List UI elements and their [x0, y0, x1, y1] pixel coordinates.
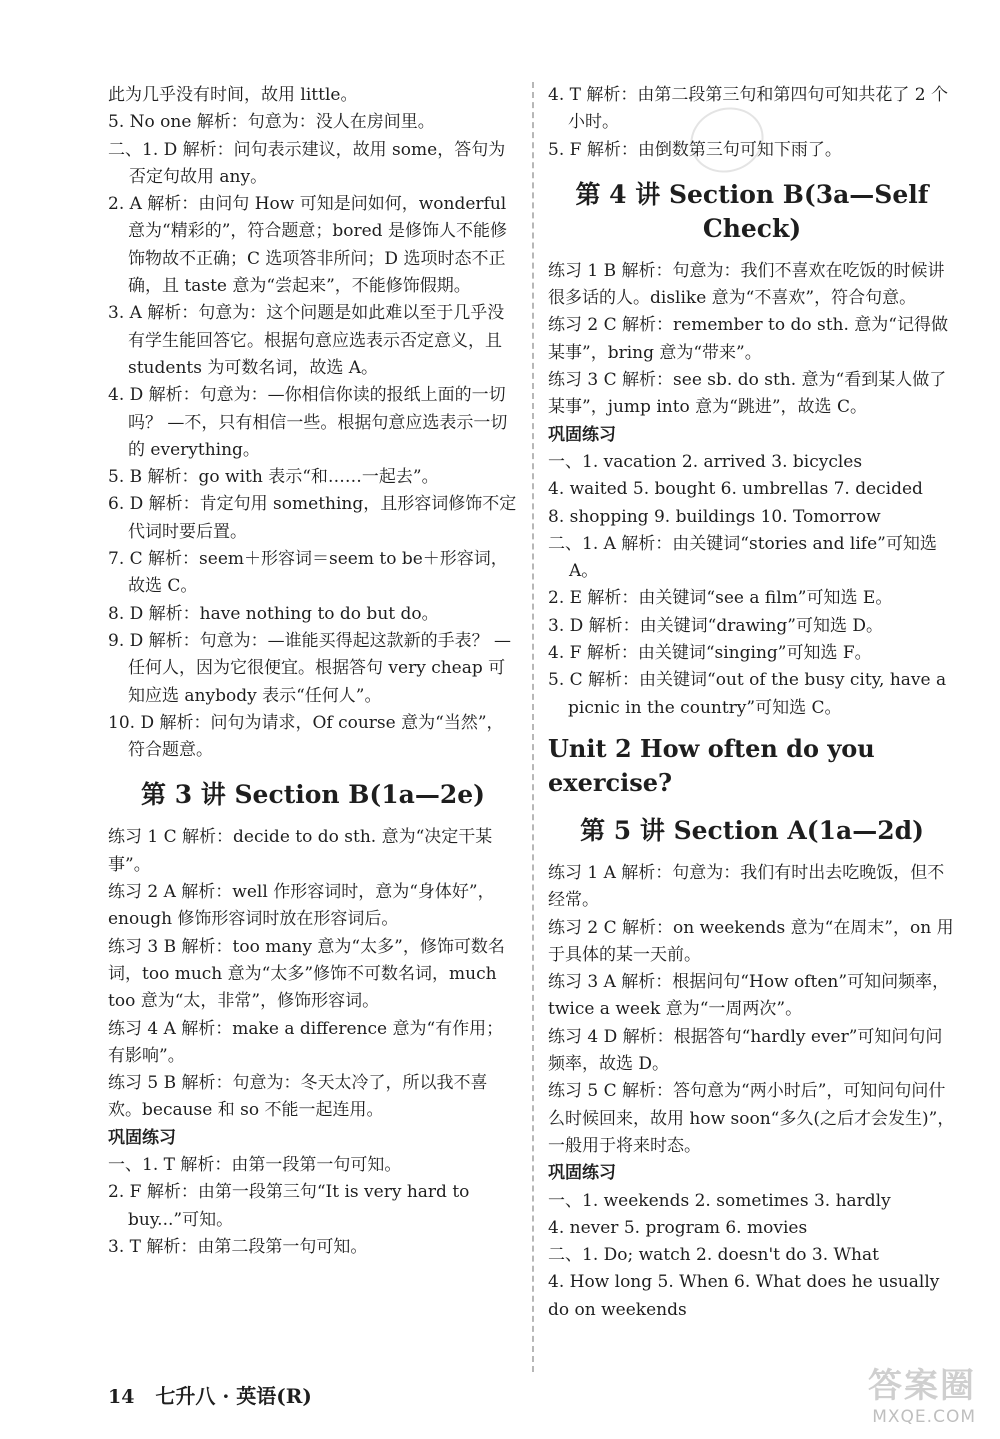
right-column — [548, 82, 956, 1324]
answer-item: 练习 5 B 解析：句意为：冬天太冷了，所以我不喜欢。because 和 so 不能一起连用。 — [108, 1073, 488, 1121]
answer-item: 3. D 解析：由关键词“drawing”可知选 D。 — [548, 615, 884, 636]
column-divider — [532, 82, 534, 1372]
answer-item: 练习 1 B 解析：句意为：我们不喜欢在吃饭的时候讲很多话的人。dislike 意为“不喜欢”，符合句意。 — [548, 260, 945, 309]
answer-item: 一、1. T 解析：由第一段第一句可知。 — [108, 1154, 402, 1175]
answer-item: 练习 3 C 解析：see sb. do sth. 意为“看到某人做了某事”，jump into 意为“跳进”，故选 C。 — [548, 370, 947, 418]
answer-item: 6. D 解析：肯定句用 something，且形容词修饰不定代词时要后置。 — [108, 494, 517, 542]
lesson-heading: 第 5 讲 Section A(1a—2d) — [580, 815, 924, 845]
answer-item: 4. T 解析：由第二段第三句和第四句可知共花了 2 个小时。 — [548, 85, 948, 133]
book-title: 七升八 · 英语(R) — [155, 1384, 312, 1408]
answer-item: 二、1. Do; watch 2. doesn't do 3. What — [548, 1245, 879, 1266]
watermark-url: MXQE.COM — [872, 1407, 976, 1427]
answer-item: 练习 4 A 解析：make a difference 意为“有作用；有影响”。 — [108, 1018, 504, 1066]
answer-item: 一、1. vacation 2. arrived 3. bicycles — [548, 451, 863, 472]
answer-item: 7. C 解析：seem＋形容词＝seem to be＋形容词，故选 C。 — [108, 549, 508, 597]
section-subheading: 巩固练习 — [548, 1163, 616, 1184]
answer-item: 练习 2 C 解析：on weekends 意为“在周末”，on 用于具体的某一天前。 — [548, 917, 954, 965]
answer-item: 练习 5 C 解析：答句意为“两小时后”，可知问句问什么时候回来，故用 how soon“多久(之后才会发生)”，一般用于将来时态。 — [548, 1081, 955, 1156]
unit-heading: Unit 2 How often do you exercise? — [548, 733, 875, 797]
answer-item: 4. How long 5. When 6. What does he usually do on weekends — [548, 1272, 940, 1320]
answer-item: 4. D 解析：句意为：—你相信你读的报纸上面的一切吗？ —不，只有相信一些。根据句意应选表示一切的 everything。 — [108, 385, 508, 460]
answer-item: 此为几乎没有时间，故用 little。 — [108, 85, 358, 105]
page-footer — [108, 1380, 312, 1409]
answer-item: 5. F 解析：由倒数第三句可知下雨了。 — [548, 139, 842, 160]
answer-item: 3. T 解析：由第二段第一句可知。 — [108, 1236, 368, 1257]
answer-item: 2. A 解析：由问句 How 可知是问如何，wonderful 意为“精彩的”，符合题意；bored 是修饰人不能修饰物故不正确；C 选项答非所问；D 选项时态不正确，且 taste 意为“尝起来”，不能修饰假期。 — [108, 194, 507, 297]
answer-item: 二、1. D 解析：问句表示建议，故用 some，答句为否定句故用 any。 — [108, 139, 506, 187]
answer-item: 一、1. weekends 2. sometimes 3. hardly — [548, 1190, 891, 1211]
answer-item: 练习 3 B 解析：too many 意为“太多”，修饰可数名词，too much 意为“太多”修饰不可数名词，much too 意为“太，非常”，修饰形容词。 — [108, 936, 505, 1012]
left-column — [108, 82, 518, 1261]
answer-item: 4. never 5. program 6. movies — [548, 1217, 808, 1238]
answer-item: 9. D 解析：句意为：—谁能买得起这款新的手表？ —任何人，因为它很便宜。根据答句 very cheap 可知应选 anybody 表示“任何人”。 — [108, 630, 512, 706]
answer-item: 练习 3 A 解析：根据问句“How often”可知问频率，twice a week 意为“一周两次”。 — [548, 972, 950, 1020]
answer-item: 2. F 解析：由第一段第三句“It is very hard to buy...”可知。 — [108, 1182, 470, 1230]
lesson-heading: 第 3 讲 Section B(1a—2e) — [141, 780, 485, 810]
answer-item: 8. shopping 9. buildings 10. Tomorrow — [548, 506, 881, 527]
page-number: 14 — [108, 1386, 135, 1408]
answer-item: 练习 1 A 解析：句意为：我们有时出去吃晚饭，但不经常。 — [548, 862, 945, 911]
answer-item: 8. D 解析：have nothing to do but do。 — [108, 603, 439, 624]
lesson-heading: 第 4 讲 Section B(3a—Self Check) — [575, 179, 929, 243]
section-subheading: 巩固练习 — [548, 424, 616, 445]
answer-item: 4. F 解析：由关键词“singing”可知选 F。 — [548, 643, 872, 664]
answer-item: 练习 2 C 解析：remember to do sth. 意为“记得做某事”，bring 意为“带来”。 — [548, 315, 948, 363]
answer-item: 练习 2 A 解析：well 作形容词时，意为“身体好”，enough 修饰形容词时放在形容词后。 — [108, 882, 495, 930]
answer-item: 4. waited 5. bought 6. umbrellas 7. decided — [548, 479, 923, 500]
answer-item: 5. No one 解析：句意为：没人在房间里。 — [108, 112, 435, 133]
answer-item: 练习 1 C 解析：decide to do sth. 意为“决定干某事”。 — [108, 827, 493, 875]
answer-item: 10. D 解析：问句为请求，Of course 意为“当然”，符合题意。 — [108, 712, 504, 761]
answer-item: 5. C 解析：由关键词“out of the busy city, have a picnic in the country”可知选 C。 — [548, 670, 947, 718]
answer-item: 二、1. A 解析：由关键词“stories and life”可知选 A。 — [548, 533, 937, 582]
answer-item: 2. E 解析：由关键词“see a film”可知选 E。 — [548, 588, 893, 609]
watermark-logo — [868, 1358, 976, 1427]
answer-item: 练习 4 D 解析：根据答句“hardly ever”可知问句问频率，故选 D。 — [548, 1026, 943, 1075]
section-subheading: 巩固练习 — [108, 1127, 176, 1148]
watermark-text: 答案圈 — [868, 1366, 976, 1406]
answer-item: 3. A 解析：句意为：这个问题是如此难以至于几乎没有学生能回答它。根据句意应选表示否定意义，且 students 为可数名词，故选 A。 — [108, 303, 505, 378]
answer-item: 5. B 解析：go with 表示“和……一起去”。 — [108, 467, 439, 488]
